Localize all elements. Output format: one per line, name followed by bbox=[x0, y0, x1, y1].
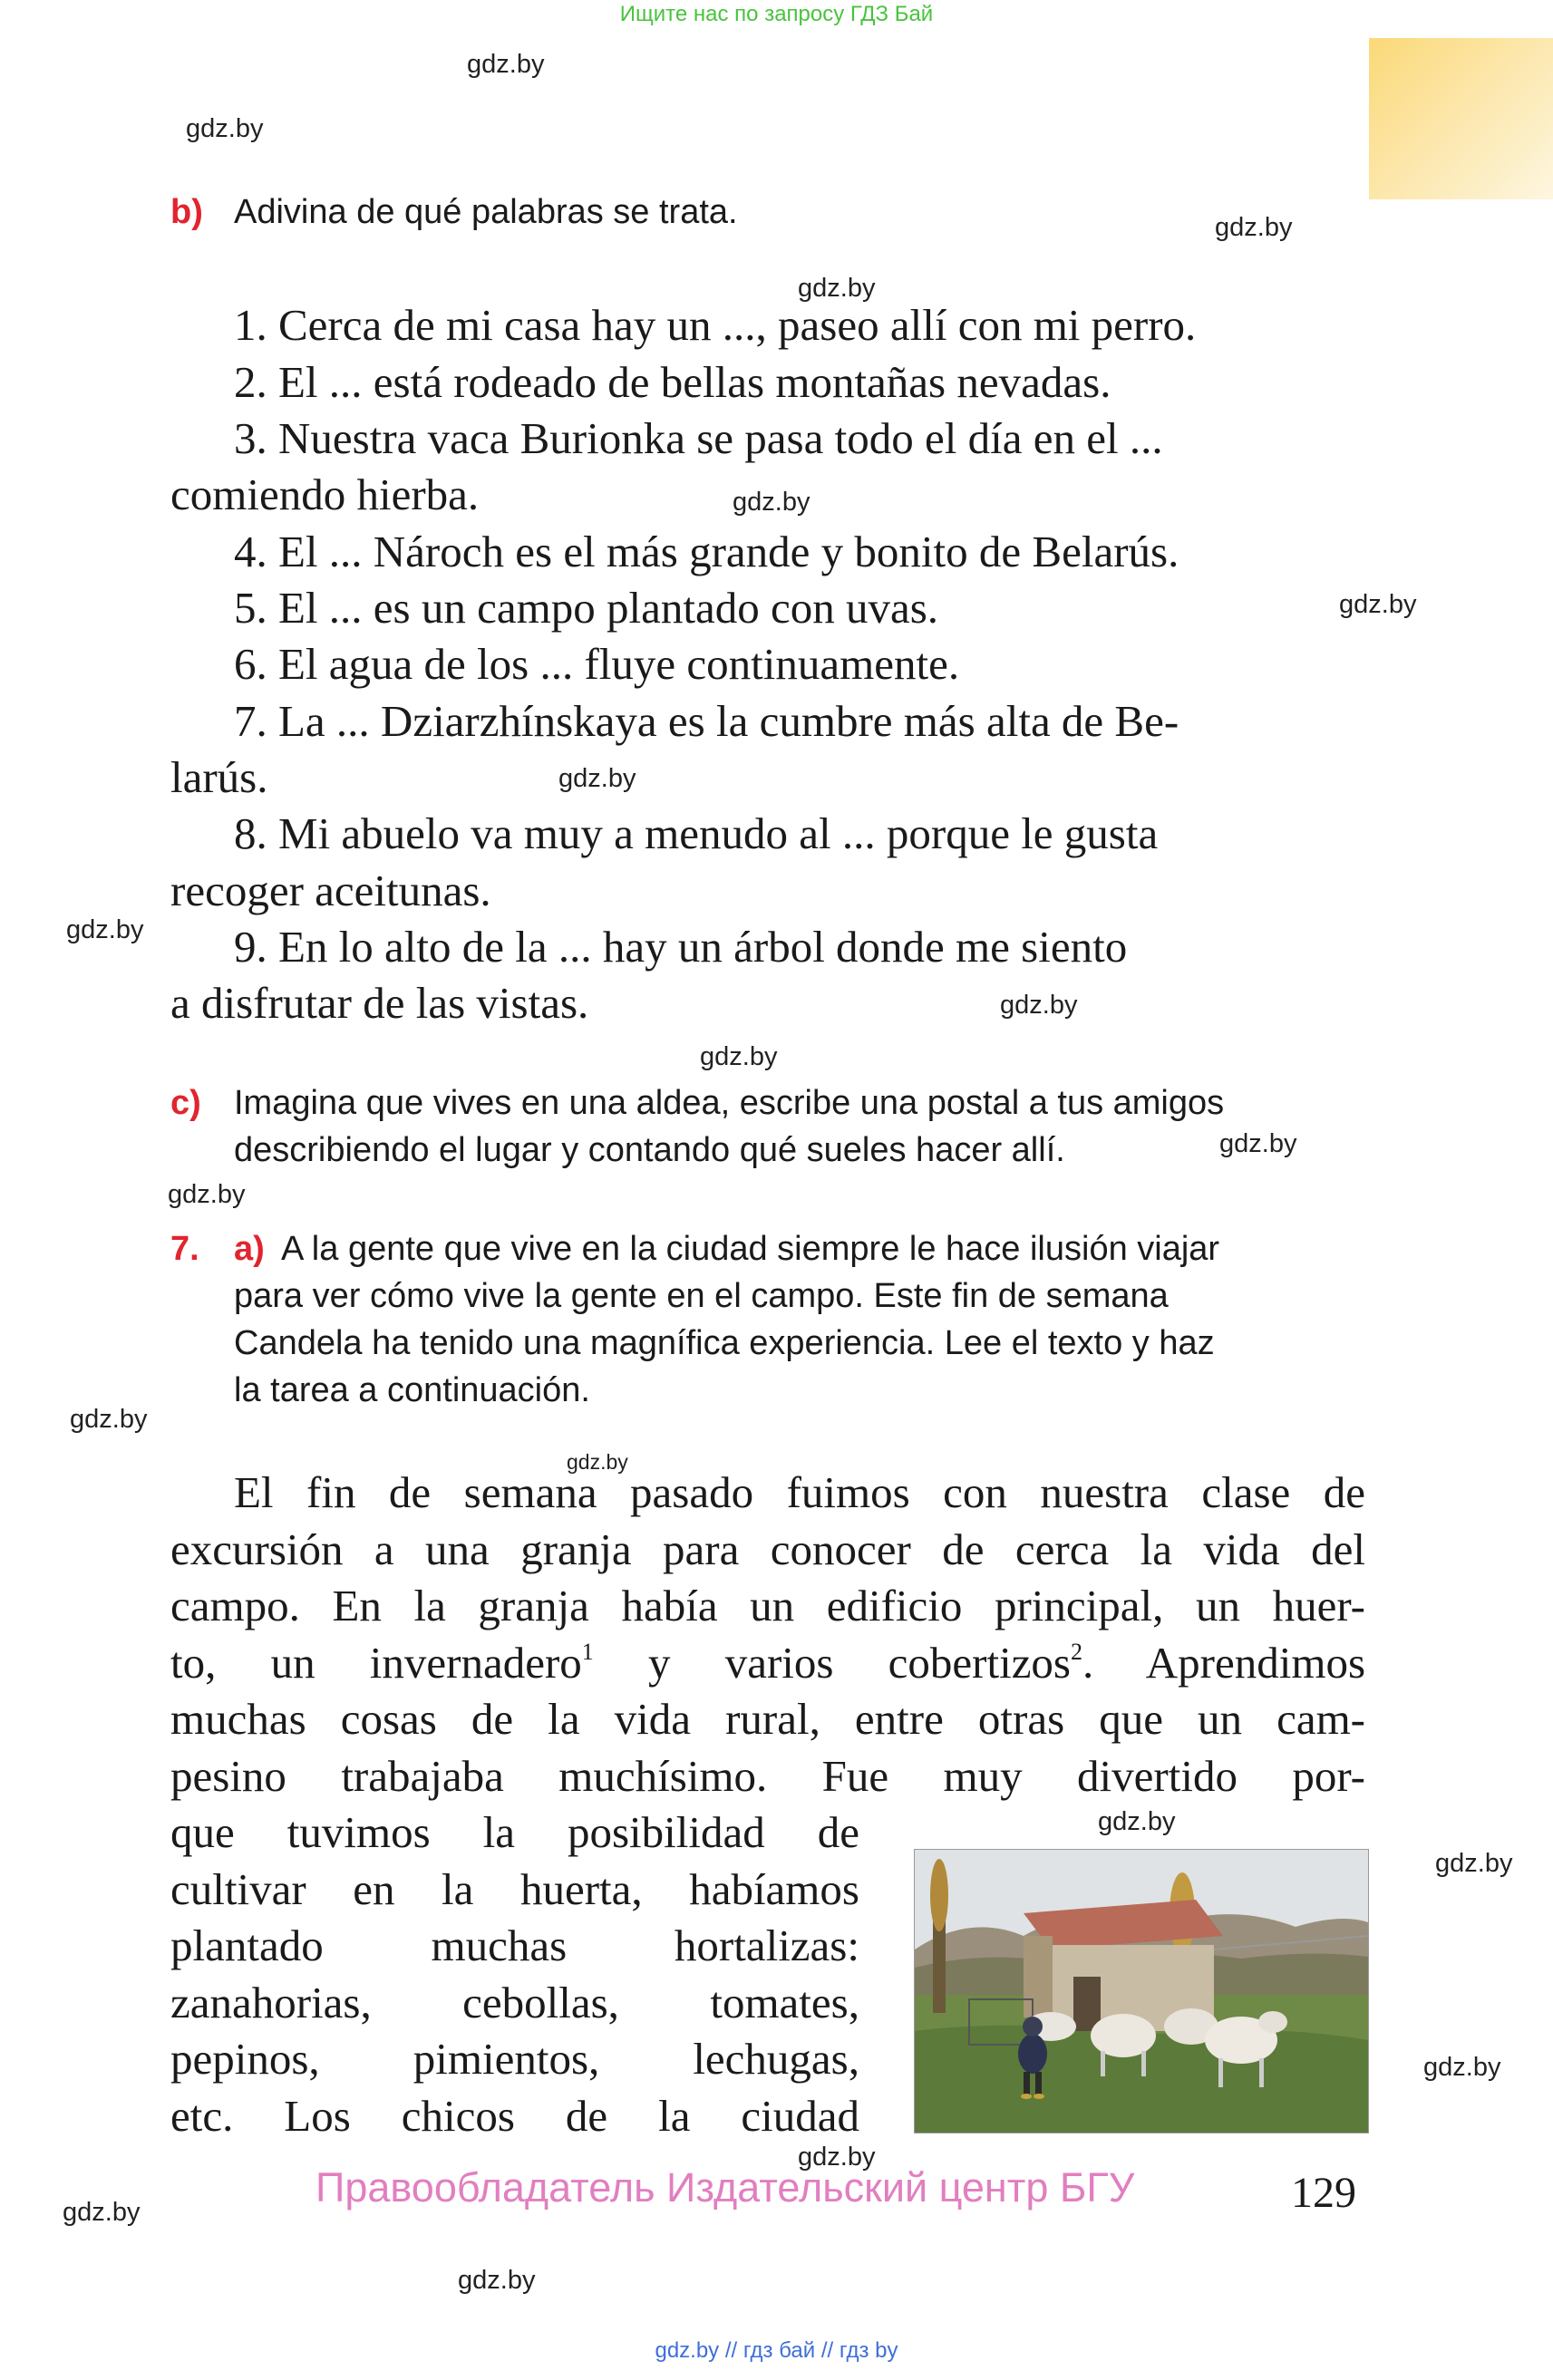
watermark: gdz.by bbox=[186, 114, 264, 143]
watermark: gdz.by bbox=[798, 274, 876, 303]
story-line: muchas cosas de la vida rural, entre otras que un cam- bbox=[170, 1694, 1365, 1744]
story-line: zanahorias, cebollas, tomates, bbox=[170, 1977, 859, 2027]
watermark: gdz.by bbox=[458, 2266, 536, 2295]
story-text: to, un invernadero bbox=[170, 1637, 582, 1688]
corner-decoration bbox=[1369, 38, 1553, 199]
watermark: gdz.by bbox=[467, 50, 545, 79]
watermark: gdz.by bbox=[1423, 2053, 1501, 2082]
story-line: campo. En la granja había un edificio principal, un huer- bbox=[170, 1581, 1365, 1630]
list-item: 4. El ... Nároch es el más grande y bonito de Belarús. bbox=[234, 527, 1179, 576]
story-line-footnotes bbox=[170, 1635, 1365, 1692]
bottom-links[interactable]: gdz.by // гдз бай // гдз by bbox=[655, 2338, 898, 2363]
story-line: El fin de semana pasado fuimos con nuestra clase de bbox=[234, 1467, 1365, 1517]
watermark: gdz.by bbox=[567, 1450, 628, 1474]
story-text: y varios cobertizos bbox=[593, 1637, 1072, 1688]
task-7-line: la tarea a continuación. bbox=[234, 1371, 590, 1409]
list-item: 2. El ... está rodeado de bellas montañas nevadas. bbox=[234, 357, 1111, 407]
story-line: excursión a una granja para conocer de cerca la vida del bbox=[170, 1524, 1365, 1574]
list-item: recoger aceitunas. bbox=[170, 866, 491, 915]
story-line: pepinos, pimientos, lechugas, bbox=[170, 2034, 859, 2084]
footnote-2[interactable]: 2 bbox=[1071, 1638, 1083, 1665]
story-narrow bbox=[170, 1804, 859, 2144]
task-b-instruction: Adivina de qué palabras se trata. bbox=[234, 193, 738, 231]
task-c-label: c) bbox=[170, 1084, 201, 1122]
list-item: 5. El ... es un campo plantado con uvas. bbox=[234, 583, 939, 633]
farm-photo bbox=[914, 1849, 1369, 2133]
watermark: gdz.by bbox=[1219, 1129, 1297, 1158]
task-7-line: Candela ha tenido una magnífica experiencia. Lee el texto y haz bbox=[234, 1324, 1215, 1362]
story-line: que tuvimos la posibilidad de bbox=[170, 1807, 859, 1857]
watermark: gdz.by bbox=[1098, 1807, 1176, 1836]
story-wide bbox=[170, 1465, 1365, 1804]
task-7-line: para ver cómo vive la gente en el campo. Este fin de semana bbox=[234, 1277, 1169, 1315]
task-7-line: A la gente que vive en la ciudad siempre le hace ilusión viajar bbox=[281, 1230, 1220, 1268]
watermark: gdz.by bbox=[66, 915, 144, 944]
page-number: 129 bbox=[1291, 2169, 1356, 2217]
task-7-label: a) bbox=[234, 1230, 265, 1268]
story-line: cultivar en la huerta, habíamos bbox=[170, 1863, 859, 1914]
task-c bbox=[170, 1079, 1225, 1174]
task-b-label: b) bbox=[170, 193, 203, 231]
watermark: gdz.by bbox=[1000, 991, 1078, 1020]
list-item: 6. El agua de los ... fluye continuamente. bbox=[234, 639, 960, 689]
list-item: 9. En lo alto de la ... hay un árbol donde me siento bbox=[234, 922, 1128, 972]
footnote-1[interactable]: 1 bbox=[581, 1638, 594, 1665]
task-c-line: describiendo el lugar y contando qué sueles hacer allí. bbox=[234, 1131, 1065, 1169]
copyright-footer: Правообладатель Издательский центр БГУ bbox=[315, 2164, 1135, 2211]
list-item: 8. Mi abuelo va muy a menudo al ... porque le gusta bbox=[234, 808, 1159, 858]
list-item: comiendo hierba. bbox=[170, 469, 480, 519]
story-line: plantado muchas hortalizas: bbox=[170, 1920, 859, 1970]
list-item: 3. Nuestra vaca Burionka se pasa todo el día en el ... bbox=[234, 413, 1163, 463]
watermark: gdz.by bbox=[63, 2198, 141, 2227]
watermark: gdz.by bbox=[733, 488, 810, 517]
watermark: gdz.by bbox=[798, 2143, 876, 2172]
watermark: gdz.by bbox=[70, 1405, 148, 1434]
task-b bbox=[170, 189, 738, 236]
list-item: 1. Cerca de mi casa hay un ..., paseo allí con mi perro. bbox=[234, 300, 1197, 350]
watermark: gdz.by bbox=[1435, 1849, 1513, 1878]
list-item: a disfrutar de las vistas. bbox=[170, 978, 589, 1028]
story-line: etc. Los chicos de la ciudad bbox=[170, 2090, 859, 2141]
top-banner[interactable]: Ищите нас по запросу ГДЗ Бай bbox=[619, 2, 934, 26]
watermark: gdz.by bbox=[1339, 590, 1417, 619]
task-c-line: Imagina que vives en una aldea, escribe una postal a tus amigos bbox=[234, 1084, 1225, 1122]
story-line: pesino trabajaba muchísimo. Fue muy divertido por- bbox=[170, 1750, 1365, 1801]
task-7 bbox=[170, 1225, 1220, 1414]
task-7-number: 7. bbox=[170, 1230, 199, 1268]
watermark: gdz.by bbox=[1215, 213, 1293, 242]
story-text: . Aprendimos bbox=[1082, 1637, 1366, 1688]
watermark: gdz.by bbox=[700, 1042, 778, 1071]
watermark: gdz.by bbox=[168, 1180, 246, 1209]
watermark: gdz.by bbox=[558, 764, 636, 793]
list-item: 7. La ... Dziarzhínskaya es la cumbre más alta de Be- bbox=[234, 696, 1179, 746]
list-item: larús. bbox=[170, 752, 268, 802]
